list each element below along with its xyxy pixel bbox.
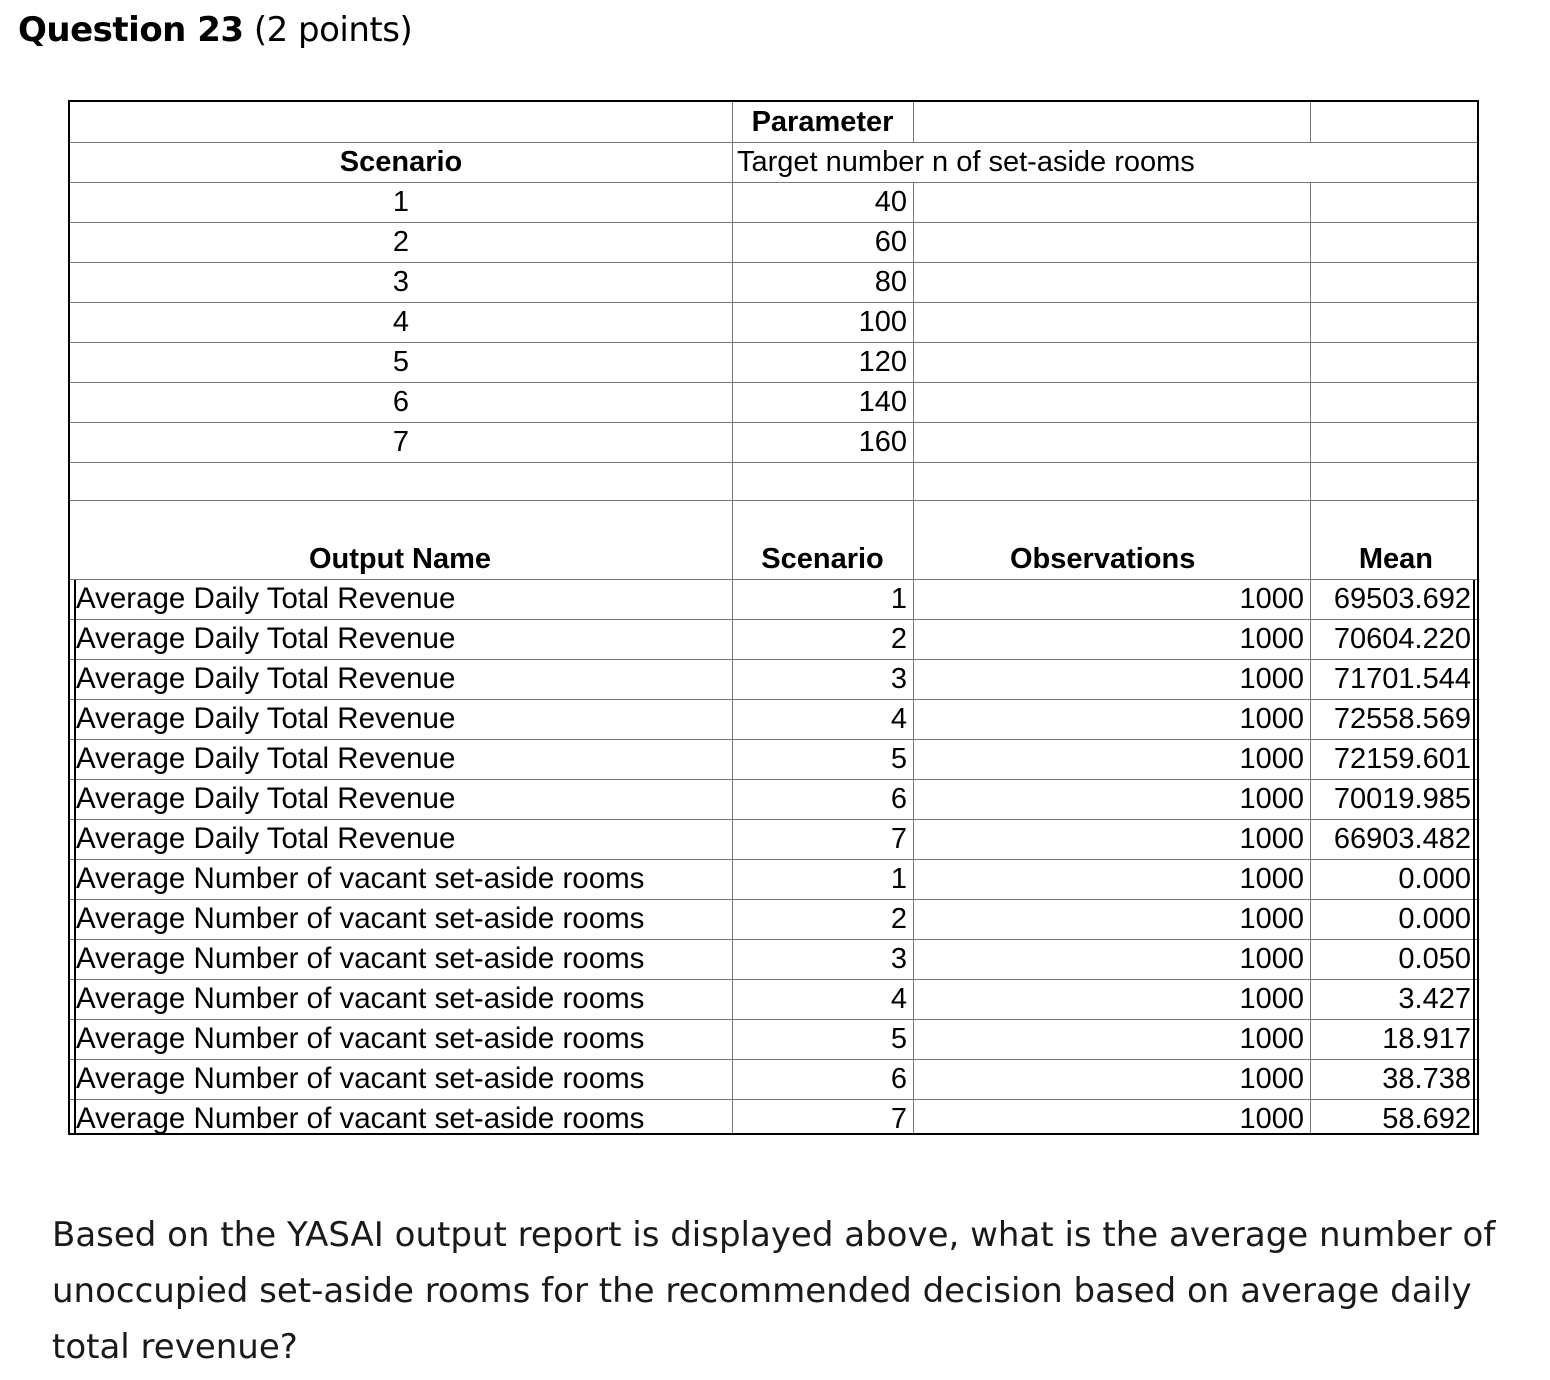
parameter-scenario-number: 1 <box>392 186 410 218</box>
grid-line-h <box>70 979 1477 980</box>
output-row-scenario: 7 <box>890 1103 907 1135</box>
output-row-name: Average Number of vacant set-aside rooms <box>76 1062 645 1095</box>
grid-line-h <box>70 1059 1477 1060</box>
output-row-scenario: 6 <box>890 1063 907 1095</box>
output-row-observations: 1000 <box>1239 823 1304 855</box>
output-row-mean: 3.427 <box>1398 983 1471 1015</box>
output-row-observations: 1000 <box>1239 623 1304 655</box>
output-row-name: Average Daily Total Revenue <box>76 822 456 855</box>
grid-line-h <box>70 939 1477 940</box>
grid-line-v <box>1310 102 1311 142</box>
output-row-mean: 0.000 <box>1398 903 1471 935</box>
parameter-scenario-number: 7 <box>392 426 410 458</box>
output-row-scenario: 5 <box>890 1023 907 1055</box>
output-row-observations: 1000 <box>1239 1103 1304 1135</box>
grid-line-h <box>70 422 1477 423</box>
grid-line-h <box>70 779 1477 780</box>
output-row-scenario: 4 <box>890 703 907 735</box>
output-row-scenario: 1 <box>890 583 907 615</box>
output-row-name: Average Daily Total Revenue <box>76 622 456 655</box>
grid-line-v <box>913 102 914 142</box>
parameter-scenario-number: 6 <box>392 386 410 418</box>
output-row-observations: 1000 <box>1239 943 1304 975</box>
output-row-observations: 1000 <box>1239 663 1304 695</box>
grid-line-h <box>70 182 1477 183</box>
output-row-name: Average Daily Total Revenue <box>76 582 456 615</box>
parameter-scenario-number: 2 <box>392 226 410 258</box>
output-row-observations: 1000 <box>1239 783 1304 815</box>
grid-line-h <box>70 739 1477 740</box>
output-row-scenario: 3 <box>890 663 907 695</box>
output-name-header: Output Name <box>308 543 492 575</box>
output-row-name: Average Number of vacant set-aside rooms <box>76 1022 645 1055</box>
output-row-name: Average Number of vacant set-aside rooms <box>76 942 645 975</box>
output-row-mean: 18.917 <box>1382 1023 1471 1055</box>
question-text: Based on the YASAI output report is displayed above, what is the average number of unoccupied set-aside rooms for the recommended decision based on average daily total revenue? <box>52 1215 1496 1367</box>
parameter-value: 100 <box>858 306 907 338</box>
grid-line-h <box>70 859 1477 860</box>
output-row-mean: 38.738 <box>1382 1063 1471 1095</box>
grid-line-h <box>70 699 1477 700</box>
grid-line-h <box>70 619 1477 620</box>
observations-header: Observations <box>1010 543 1196 575</box>
question-header <box>18 10 412 50</box>
parameter-value: 60 <box>874 226 907 258</box>
output-row-scenario: 2 <box>890 623 907 655</box>
grid-line-v <box>732 102 733 1133</box>
output-row-name: Average Number of vacant set-aside rooms <box>76 982 645 1015</box>
output-scenario-header: Scenario <box>761 543 884 575</box>
question-title: Question 23 <box>18 10 244 50</box>
output-row-name: Average Number of vacant set-aside rooms <box>76 1102 645 1135</box>
output-row-scenario: 6 <box>890 783 907 815</box>
yasai-output-report <box>68 100 1479 1135</box>
parameter-name: Target number n of set-aside rooms <box>737 146 1195 178</box>
output-row-scenario: 2 <box>890 903 907 935</box>
grid-line-h <box>70 302 1477 303</box>
grid-line-h <box>70 899 1477 900</box>
parameter-scenario-number: 4 <box>392 306 410 338</box>
output-row-observations: 1000 <box>1239 703 1304 735</box>
output-row-scenario: 5 <box>890 743 907 775</box>
scenario-header: Scenario <box>339 146 463 178</box>
output-row-observations: 1000 <box>1239 743 1304 775</box>
output-row-name: Average Daily Total Revenue <box>76 662 456 695</box>
output-row-scenario: 4 <box>890 983 907 1015</box>
grid-line-h <box>70 1099 1477 1100</box>
output-row-name: Average Daily Total Revenue <box>76 702 456 735</box>
output-row-observations: 1000 <box>1239 863 1304 895</box>
output-row-mean: 72558.569 <box>1333 703 1471 735</box>
output-row-observations: 1000 <box>1239 983 1304 1015</box>
grid-line-h <box>70 1019 1477 1020</box>
grid-line-v <box>913 183 914 1133</box>
question-points: (2 points) <box>253 10 413 50</box>
output-row-observations: 1000 <box>1239 1023 1304 1055</box>
output-row-observations: 1000 <box>1239 1063 1304 1095</box>
output-row-mean: 71701.544 <box>1333 663 1471 695</box>
output-row-observations: 1000 <box>1239 583 1304 615</box>
grid-line-h <box>70 382 1477 383</box>
output-row-name: Average Number of vacant set-aside rooms <box>76 862 645 895</box>
grid-line-v <box>913 460 914 579</box>
grid-line-h <box>70 819 1477 820</box>
output-row-mean: 66903.482 <box>1333 823 1471 855</box>
grid-line-h <box>70 142 1477 143</box>
grid-line-h <box>70 500 1477 501</box>
grid-line-h <box>70 262 1477 263</box>
output-row-observations: 1000 <box>1239 903 1304 935</box>
output-row-mean: 0.050 <box>1398 943 1471 975</box>
grid-line-h <box>70 462 1477 463</box>
output-row-scenario: 1 <box>890 863 907 895</box>
parameter-scenario-number: 3 <box>392 266 410 298</box>
output-row-scenario: 7 <box>890 823 907 855</box>
grid-line-v <box>1310 183 1311 1133</box>
parameter-header: Parameter <box>751 106 894 138</box>
output-row-mean: 69503.692 <box>1333 583 1471 615</box>
grid-line-h <box>70 659 1477 660</box>
parameter-value: 80 <box>874 266 907 298</box>
grid-line-h <box>70 579 1477 580</box>
output-row-name: Average Number of vacant set-aside rooms <box>76 902 645 935</box>
output-row-name: Average Daily Total Revenue <box>76 742 456 775</box>
parameter-value: 120 <box>858 346 907 378</box>
output-row-mean: 58.692 <box>1382 1103 1471 1135</box>
grid-line-h <box>70 222 1477 223</box>
grid-line-v <box>74 580 76 1133</box>
output-row-mean: 0.000 <box>1398 863 1471 895</box>
parameter-value: 160 <box>858 426 907 458</box>
output-row-mean: 72159.601 <box>1333 743 1471 775</box>
parameter-scenario-number: 5 <box>392 346 410 378</box>
grid-line-v <box>1473 580 1475 1133</box>
output-row-mean: 70019.985 <box>1333 783 1471 815</box>
parameter-value: 40 <box>874 186 907 218</box>
parameter-value: 140 <box>858 386 907 418</box>
mean-header: Mean <box>1358 543 1433 575</box>
output-row-mean: 70604.220 <box>1333 623 1471 655</box>
grid-line-h <box>70 342 1477 343</box>
output-row-name: Average Daily Total Revenue <box>76 782 456 815</box>
output-row-scenario: 3 <box>890 943 907 975</box>
